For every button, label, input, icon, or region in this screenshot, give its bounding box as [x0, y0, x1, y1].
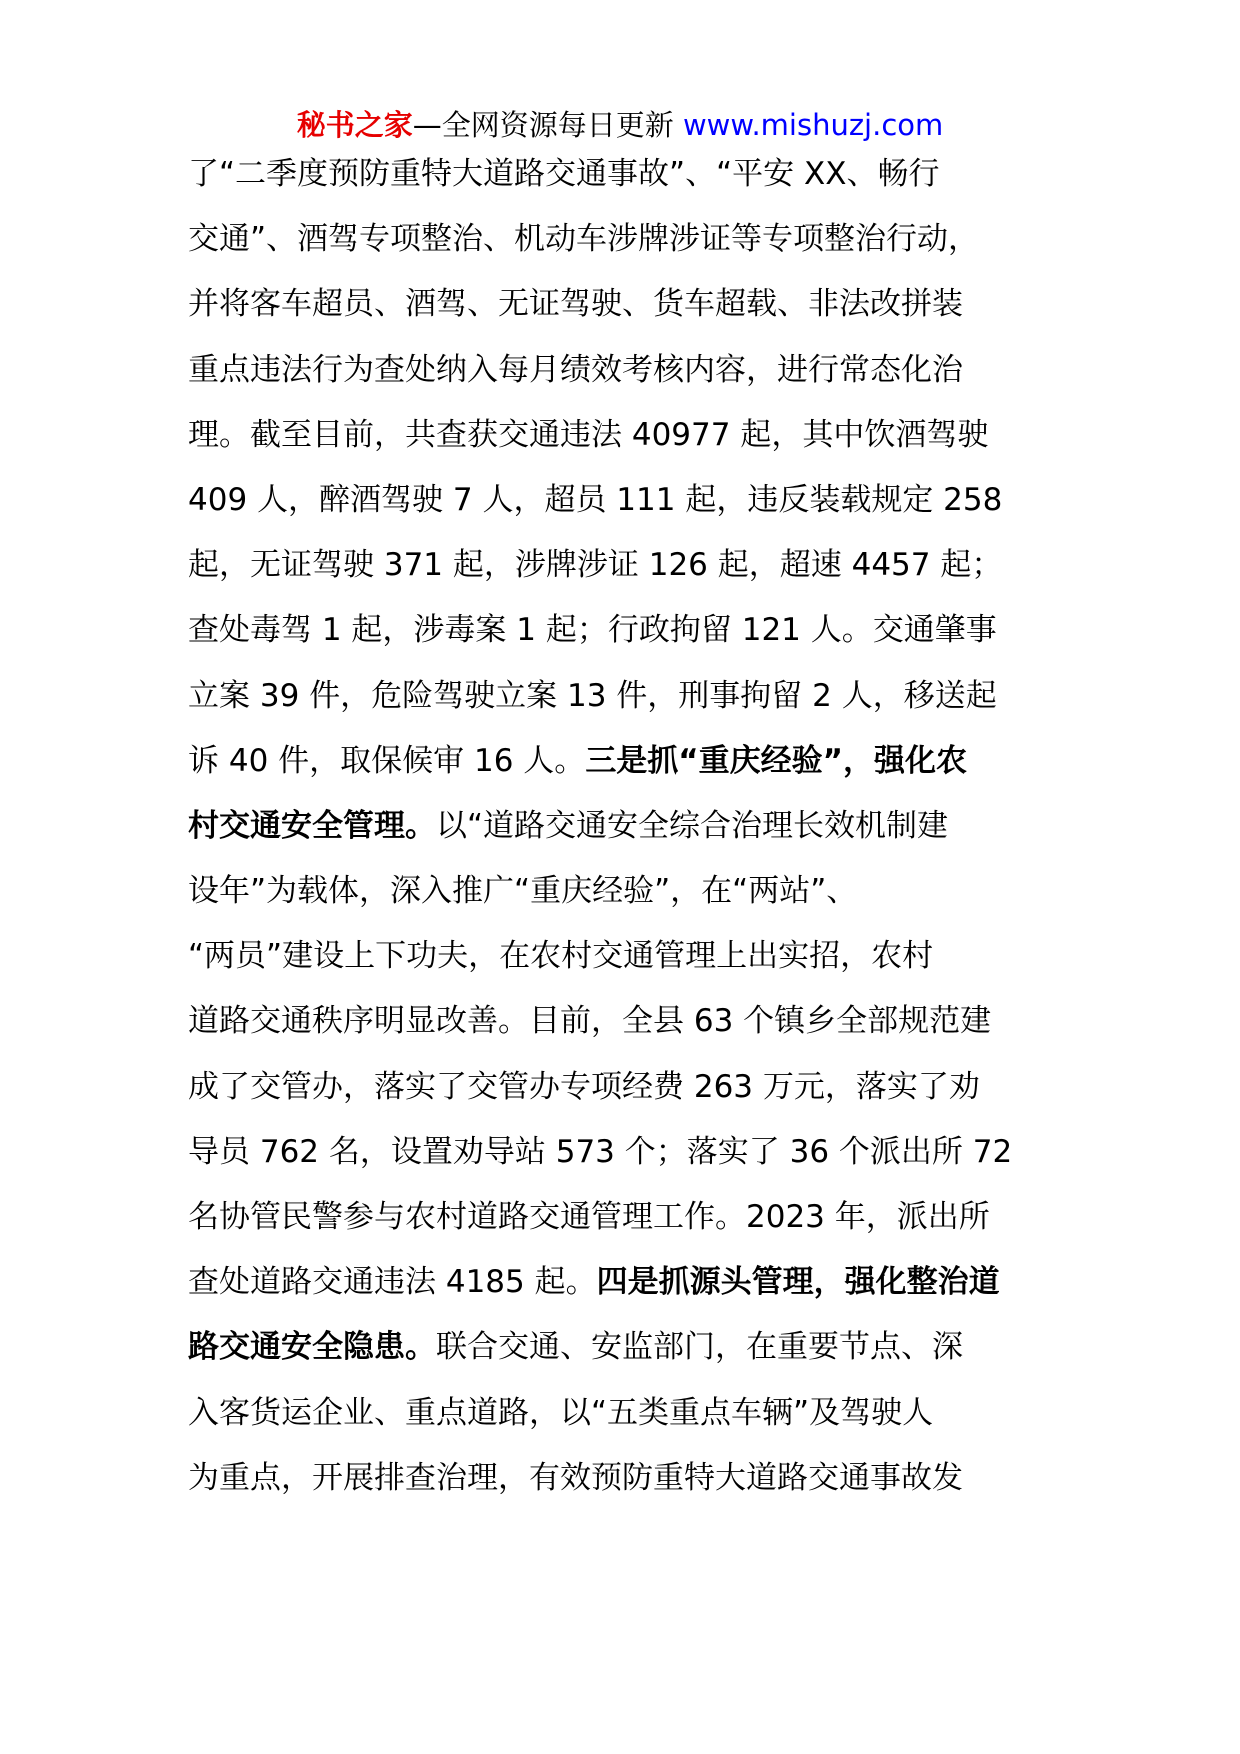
text-segment: 名协管民警参与农村道路交通管理工作。2023 年，派出所	[188, 1199, 990, 1235]
text-line	[188, 468, 1240, 533]
text-segment: 入客货运企业、重点道路，以“五类重点车辆”及驾驶人	[188, 1394, 934, 1431]
text-segment: 为重点，开展排查治理，有效预防重特大道路交通事故发	[188, 1459, 963, 1496]
text-line	[188, 1315, 1240, 1380]
text-segment: 重点违法行为查处纳入每月绩效考核内容，进行常态化治	[188, 351, 963, 388]
text-line	[188, 1250, 1240, 1315]
text-segment: 并将客车超员、酒驾、无证驾驶、货车超载、非法改拼装	[188, 286, 963, 323]
text-segment: 409 人，醉酒驾驶 7 人，超员 111 起，违反装载规定 258	[188, 481, 1003, 518]
document-body	[188, 142, 1240, 1511]
text-segment: 查处道路交通违法 4185 起。	[188, 1264, 597, 1301]
text-line	[188, 1381, 1240, 1446]
header-site-link[interactable]: www.mishuzj.com	[682, 108, 944, 142]
text-line	[188, 1055, 1240, 1120]
text-line	[188, 338, 1240, 403]
text-line	[188, 1185, 1240, 1250]
text-line	[188, 207, 1240, 272]
text-line	[188, 989, 1240, 1054]
text-segment: 交通”、酒驾专项整治、机动车涉牌涉证等专项整治行动，	[188, 221, 980, 258]
bold-text-segment: 三是抓“重庆经验”，强化农	[585, 742, 968, 779]
header-tagline: —全网资源每日更新	[412, 108, 674, 142]
text-segment: 理。截至目前，共查获交通违法 40977 起，其中饮酒驾驶	[188, 416, 989, 453]
text-segment: “两员”建设上下功夫，在农村交通管理上出实招，农村	[188, 938, 934, 975]
text-line	[188, 924, 1240, 989]
text-segment: 联合交通、安监部门，在重要节点、深	[436, 1329, 963, 1366]
text-segment: 导员 762 名，设置劝导站 573 个；落实了 36 个派出所 72	[188, 1133, 1013, 1170]
bold-text-segment: 路交通安全隐患。	[188, 1329, 436, 1366]
text-line	[188, 403, 1240, 468]
text-segment: 以“道路交通安全综合治理长效机制建	[436, 807, 949, 844]
text-line	[188, 533, 1240, 598]
text-line	[188, 729, 1240, 794]
text-line	[188, 664, 1240, 729]
text-segment: 诉 40 件，取保候审 16 人。	[188, 742, 586, 779]
text-line	[188, 1120, 1240, 1185]
text-line	[188, 142, 1240, 207]
text-segment: 立案 39 件，危险驾驶立案 13 件，刑事拘留 2 人，移送起	[188, 677, 997, 714]
text-segment: 起，无证驾驶 371 起，涉牌涉证 126 起，超速 4457 起；	[188, 547, 1003, 584]
text-segment: 查处毒驾 1 起，涉毒案 1 起；行政拘留 121 人。交通肇事	[188, 612, 997, 649]
text-segment: 设年”为载体，深入推广“重庆经验”，在“两站”、	[188, 873, 858, 910]
bold-text-segment: 村交通安全管理。	[188, 807, 436, 844]
text-line	[188, 1446, 1240, 1511]
bold-text-segment: 四是抓源头管理，强化整治道	[596, 1264, 1000, 1301]
text-segment: 成了交管办，落实了交管办专项经费 263 万元，落实了劝	[188, 1068, 980, 1105]
text-line	[188, 794, 1240, 859]
text-line	[188, 598, 1240, 663]
header-brand: 秘书之家	[296, 108, 413, 142]
text-line	[188, 859, 1240, 924]
text-segment: 了“二季度预防重特大道路交通事故”、“平安 XX、畅行	[188, 156, 940, 192]
text-segment: 道路交通秩序明显改善。目前，全县 63 个镇乡全部规范建	[188, 1003, 992, 1040]
text-line	[188, 272, 1240, 337]
